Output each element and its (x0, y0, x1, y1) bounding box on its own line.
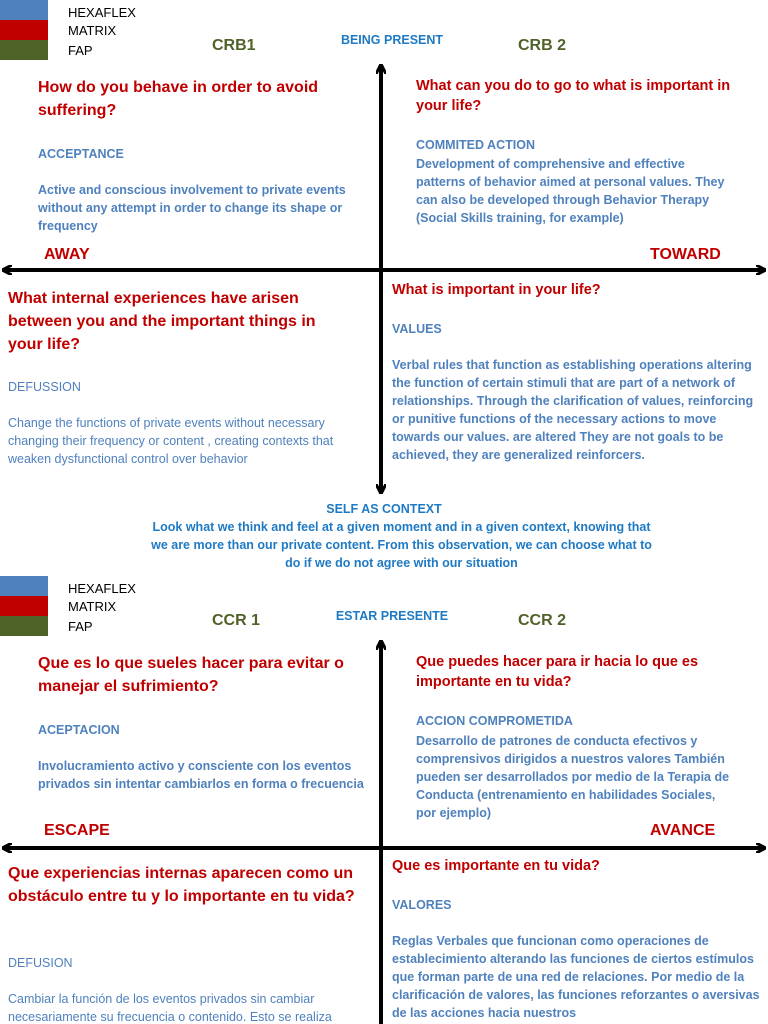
legend-red-swatch (0, 20, 48, 40)
accion-comprometida-label: ACCION COMPROMETIDA (416, 714, 573, 728)
escape-label: ESCAPE (44, 822, 110, 839)
top-left-question: How do you behave in order to avoid suffering? (38, 79, 319, 119)
accion-comprometida-description: Desarrollo de patrones de conducta efectivos y comprensivos dirigidos a nuestros valores También pueden ser desarrollados por medio de la Terapia de Conducta (entrenamiento en habilidades Sociales, por ejemplo) (416, 734, 730, 820)
bottom-right-question-es: Que es importante en tu vida? (392, 858, 600, 874)
legend-red-swatch (0, 596, 48, 616)
defusion-label: DEFUSION (8, 956, 73, 970)
legend-matrix: MATRIX (68, 599, 117, 614)
legend-matrix: MATRIX (68, 23, 117, 38)
self-as-context-title: SELF AS CONTEXT (326, 502, 442, 516)
defussion-description: Change the functions of private events without necessary changing their frequency or content , creating contexts that weaken dysfunctional control over behavior (8, 416, 334, 466)
legend-fap: FAP (68, 619, 93, 634)
bottom-right-question: What is important in your life? (392, 282, 601, 298)
crb2-label: CRB 2 (518, 37, 567, 54)
ccr1-label: CCR 1 (212, 612, 261, 629)
self-as-context-description: Look what we think and feel at a given moment and in a given context, knowing that we are more than our private content. From this observation, we can choose what to do if we do not agree with our situation (151, 520, 652, 570)
values-description: Verbal rules that function as establishing operations altering the function of certain stimuli that are part of a network of relationships. Through the clarification of values, reinforcing or punitive functions of the necessary actions to move towards our values. are altered They are not goals to be achieved, they are generalized reinforcers. (392, 358, 754, 462)
legend-fap: FAP (68, 43, 93, 58)
crb1-label: CRB1 (212, 37, 256, 54)
legend-green-swatch (0, 40, 48, 60)
legend-green-swatch (0, 616, 48, 636)
commited-action-label: COMMITED ACTION (416, 138, 535, 152)
away-label: AWAY (44, 246, 90, 263)
valores-label: VALORES (392, 898, 452, 912)
defusion-description: Cambiar la función de los eventos privados sin cambiar necesariamente su frecuencia o contenido. Esto se realiza (8, 992, 332, 1024)
legend-blue-swatch (0, 576, 48, 596)
bottom-left-question-es: Que experiencias internas aparecen como un obstáculo entre tu y lo importante en tu vida? (8, 865, 355, 905)
aceptacion-label: ACEPTACION (38, 723, 120, 737)
defussion-label: DEFUSSION (8, 380, 81, 394)
top-right-question-es: Que puedes hacer para ir hacia lo que es importante en tu vida? (416, 654, 699, 690)
aceptacion-description: Involucramiento activo y consciente con los eventos privados sin intentar cambiarlos en forma o frecuencia (38, 759, 364, 791)
commited-action-description: Development of comprehensive and effective patterns of behavior aimed at personal values. They can also be developed through Behavior Therapy (Social Skills training, for example) (416, 157, 725, 225)
bottom-left-question: What internal experiences have arisen between you and the important things in your life? (8, 290, 316, 353)
estar-presente-label: ESTAR PRESENTE (335, 609, 449, 623)
ccr2-label: CCR 2 (518, 612, 567, 629)
toward-label: TOWARD (650, 246, 721, 263)
top-left-question-es: Que es lo que sueles hacer para evitar o manejar el sufrimiento? (38, 655, 344, 695)
acceptance-label: ACCEPTANCE (38, 147, 124, 161)
values-label: VALUES (392, 322, 442, 336)
top-right-question: What can you do to go to what is important in your life? (416, 78, 731, 114)
valores-description: Reglas Verbales que funcionan como operaciones de establecimiento alterando las funciones de ciertos estímulos que forman parte de una red de relaciones. Por medio de la clarificación de valores, las funciones reforzantes o aversivas de las acciones hacia nuestros (392, 934, 760, 1020)
being-present-label: BEING PRESENT (340, 33, 444, 47)
avance-label: AVANCE (650, 822, 716, 839)
legend-hexaflex: HEXAFLEX (68, 5, 136, 20)
legend-hexaflex: HEXAFLEX (68, 581, 136, 596)
acceptance-description: Active and conscious involvement to private events without any attempt in order to change its shape or frequency (38, 183, 346, 233)
legend-blue-swatch (0, 0, 48, 20)
